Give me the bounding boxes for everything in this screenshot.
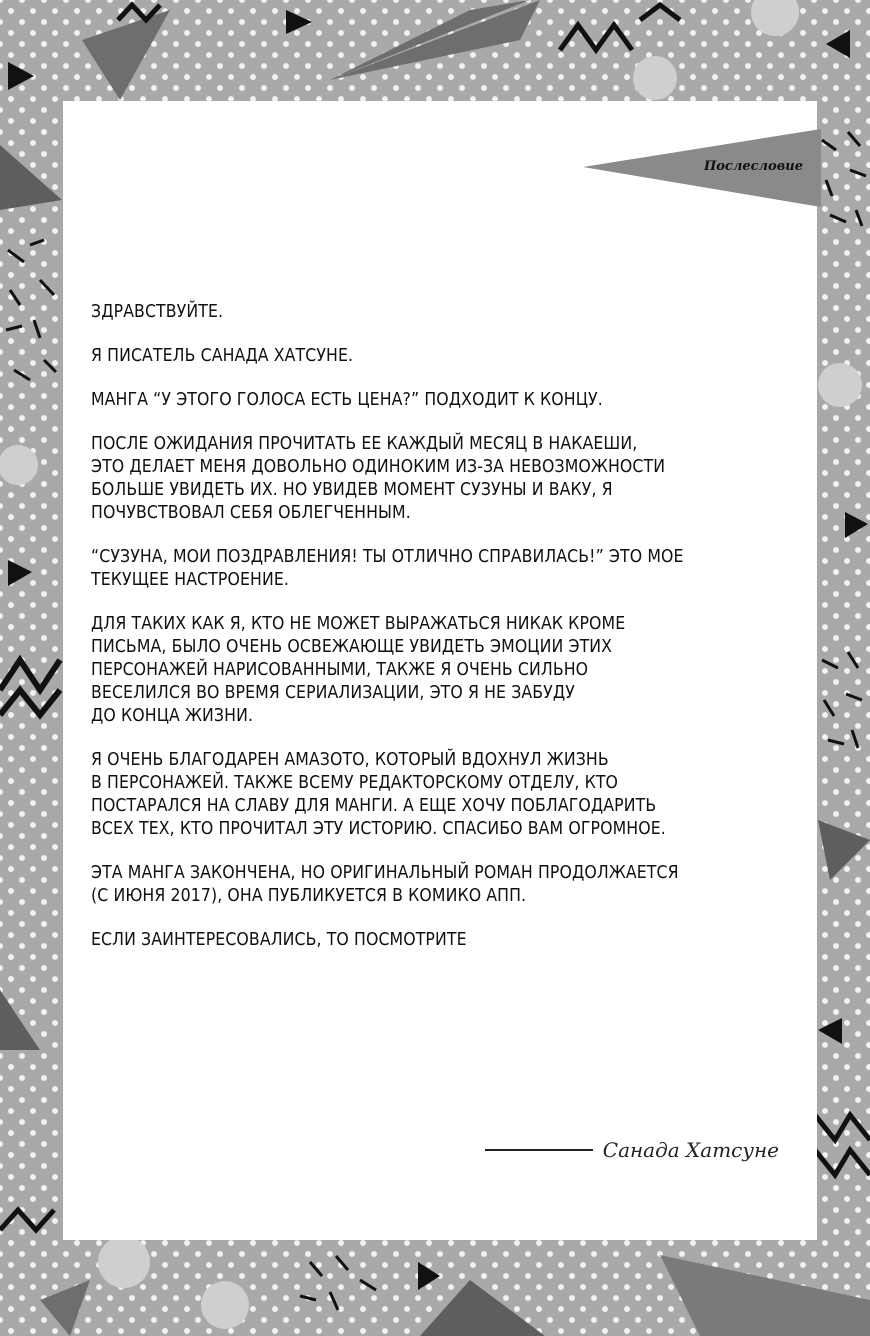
triangle-shape (8, 560, 32, 586)
striped-circle (633, 56, 677, 100)
triangle-shape (818, 1018, 842, 1044)
zigzag-shape (0, 1210, 54, 1230)
triangle-shape (826, 30, 850, 58)
zigzag-shape (815, 1150, 870, 1175)
zigzag-shape (0, 660, 60, 690)
striped-circle (0, 445, 38, 485)
paragraph-greeting: ЗДРАВСТВУЙТЕ. (91, 302, 224, 322)
signature (485, 1138, 779, 1162)
letter-body (91, 301, 791, 973)
triangle-shape (660, 1255, 870, 1336)
triangle-shape (0, 990, 40, 1050)
triangle-shape (286, 10, 312, 34)
triangle-shape (82, 10, 170, 100)
paragraph-waiting: ПОСЛЕ ОЖИДАНИЯ ПРОЧИТАТЬ ЕЕ КАЖДЫЙ МЕСЯЦ В НАКАЕШИ, ЭТО ДЕЛАЕТ МЕНЯ ДОВОЛЬНО ОДИНОКИМ ИЗ-ЗА НЕВОЗМОЖНОСТИ БОЛЬШЕ УВИДЕТЬ ИХ. НО УВИДЕВ МОМЕНТ СУЗУНЫ И ВАКУ, Я ПОЧУВСТВОВАЛ СЕБЯ ОБЛЕГЧЕННЫМ. (91, 434, 666, 523)
paragraph-novel: ЭТА МАНГА ЗАКОНЧЕНА, НО ОРИГИНАЛЬНЫЙ РОМАН ПРОДОЛЖАЕТСЯ (С ИЮНЯ 2017), ОНА ПУБЛИКУЕТСЯ В КОМИКО АПП. (91, 863, 679, 906)
paragraph-emotions: ДЛЯ ТАКИХ КАК Я, КТО НЕ МОЖЕТ ВЫРАЖАТЬСЯ НИКАК КРОМЕ ПИСЬМА, БЫЛО ОЧЕНЬ ОСВЕЖАЮЩЕ УВИДЕТЬ ЭМОЦИИ ЭТИХ ПЕРСОНАЖЕЙ НАРИСОВАННЫМИ, ТАКЖЕ Я ОЧЕНЬ СИЛЬНО ВЕСЕЛИЛСЯ ВО ВРЕМЯ СЕРИАЛИЗАЦИИ, ЭТО Я НЕ ЗАБУДУ ДО КОНЦА ЖИЗНИ. (91, 614, 626, 726)
triangle-shape (418, 1262, 440, 1290)
heading-title: Послесловие (703, 159, 803, 174)
paragraph-intro: Я ПИСАТЕЛЬ САНАДА ХАТСУНЕ. (91, 346, 354, 366)
zigzag-shape (640, 5, 680, 20)
zigzag-shape (815, 1115, 870, 1140)
paragraph-closing: ЕСЛИ ЗАИНТЕРЕСОВАЛИСЬ, ТО ПОСМОТРИТЕ (91, 930, 467, 950)
triangle-shape (818, 820, 870, 880)
zigzag-shape (560, 25, 632, 50)
signature-line (485, 1149, 593, 1151)
triangle-shape (845, 512, 868, 538)
dash-cluster (300, 1256, 376, 1310)
triangle-shape (420, 1280, 545, 1336)
triangle-shape (40, 1280, 90, 1336)
triangle-shape (0, 145, 62, 210)
striped-circle (98, 1236, 150, 1288)
triangle-shape (8, 62, 34, 90)
paragraph-congrats: “СУЗУНА, МОИ ПОЗДРАВЛЕНИЯ! ТЫ ОТЛИЧНО СПРАВИЛАСЬ!” ЭТО МОЕ ТЕКУЩЕЕ НАСТРОЕНИЕ. (91, 547, 684, 590)
dash-cluster (822, 132, 866, 226)
paragraph-ending: МАНГА “У ЭТОГО ГОЛОСА ЕСТЬ ЦЕНА?” ПОДХОДИТ К КОНЦУ. (91, 390, 603, 410)
paragraph-thanks: Я ОЧЕНЬ БЛАГОДАРЕН АМАЗОТО, КОТОРЫЙ ВДОХНУЛ ЖИЗНЬ В ПЕРСОНАЖЕЙ. ТАКЖЕ ВСЕМУ РЕДАКТОРСКОМУ ОТДЕЛУ, КТО ПОСТАРАЛСЯ НА СЛАВУ ДЛЯ МАНГИ. А ЕЩЕ ХОЧУ ПОБЛАГОДАРИТЬ ВСЕХ ТЕХ, КТО ПРОЧИТАЛ ЭТУ ИСТОРИЮ. СПАСИБО ВАМ ОГРОМНОЕ. (91, 750, 666, 839)
striped-circle (818, 363, 862, 407)
afterword-page (63, 101, 817, 1240)
striped-circle (201, 1281, 249, 1329)
zigzag-shape (0, 690, 60, 715)
triangle-shape (330, 0, 540, 80)
dash-cluster (822, 652, 862, 748)
signature-name: Санада Хатсуне (602, 1138, 779, 1162)
dash-cluster (6, 240, 56, 380)
striped-circle (751, 0, 799, 36)
